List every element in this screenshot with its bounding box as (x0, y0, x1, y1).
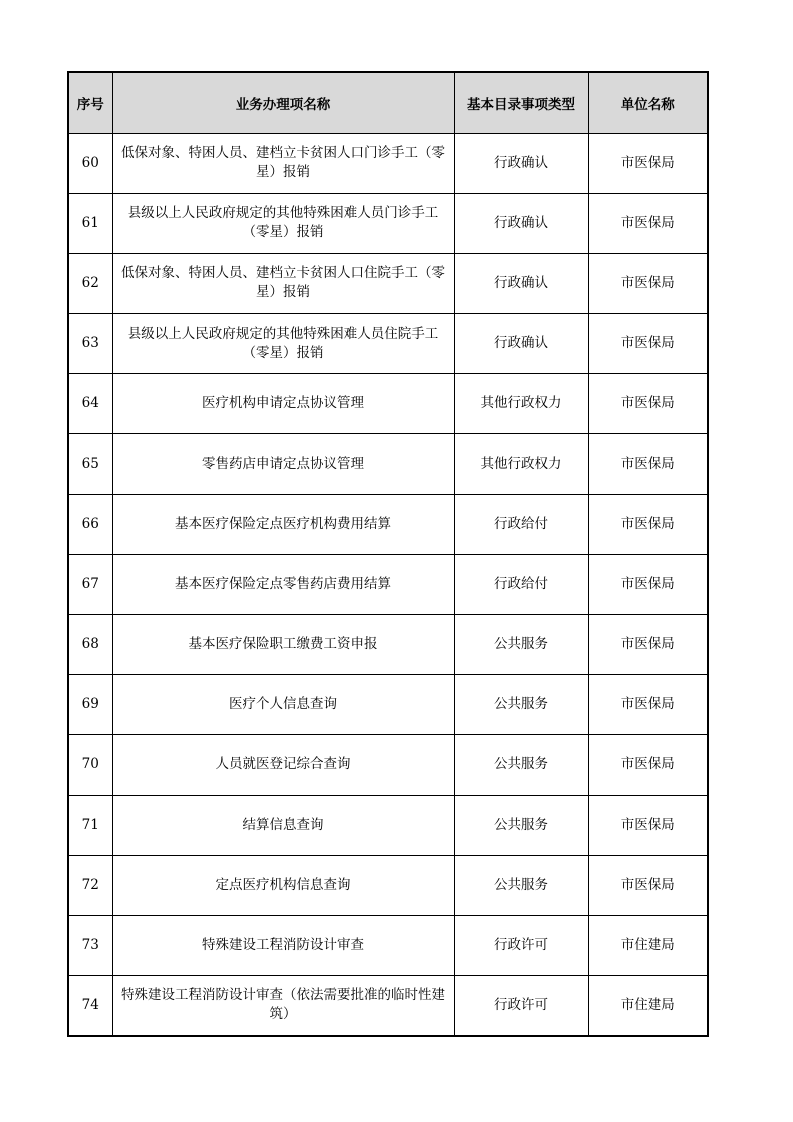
header-item-type: 基本目录事项类型 (454, 72, 588, 133)
row-item-type: 行政确认 (454, 253, 588, 313)
row-item-name: 县级以上人民政府规定的其他特殊困难人员门诊手工（零星）报销 (112, 193, 454, 253)
row-serial-number: 65 (68, 434, 112, 494)
row-item-type: 公共服务 (454, 735, 588, 795)
table-row (68, 554, 708, 614)
table-row (68, 915, 708, 975)
row-item-name: 低保对象、特困人员、建档立卡贫困人口住院手工（零星）报销 (112, 253, 454, 313)
table-row (68, 855, 708, 915)
row-item-type: 其他行政权力 (454, 374, 588, 434)
row-serial-number: 66 (68, 494, 112, 554)
row-serial-number: 68 (68, 615, 112, 675)
row-unit-name: 市医保局 (588, 735, 708, 795)
row-serial-number: 71 (68, 795, 112, 855)
row-item-type: 行政给付 (454, 554, 588, 614)
table-row (68, 615, 708, 675)
row-item-name: 基本医疗保险职工缴费工资申报 (112, 615, 454, 675)
row-item-type: 公共服务 (454, 675, 588, 735)
header-serial-number: 序号 (68, 72, 112, 133)
row-item-type: 行政确认 (454, 314, 588, 374)
row-serial-number: 61 (68, 193, 112, 253)
row-unit-name: 市住建局 (588, 915, 708, 975)
row-item-name: 零售药店申请定点协议管理 (112, 434, 454, 494)
row-serial-number: 72 (68, 855, 112, 915)
row-unit-name: 市医保局 (588, 855, 708, 915)
table-row (68, 374, 708, 434)
table-row (68, 976, 708, 1036)
row-serial-number: 62 (68, 253, 112, 313)
row-item-name: 定点医疗机构信息查询 (112, 855, 454, 915)
row-serial-number: 60 (68, 133, 112, 193)
row-serial-number: 74 (68, 976, 112, 1036)
row-item-name: 基本医疗保险定点医疗机构费用结算 (112, 494, 454, 554)
row-item-name: 低保对象、特困人员、建档立卡贫困人口门诊手工（零星）报销 (112, 133, 454, 193)
row-serial-number: 63 (68, 314, 112, 374)
row-item-name: 医疗机构申请定点协议管理 (112, 374, 454, 434)
row-unit-name: 市医保局 (588, 434, 708, 494)
row-item-name: 人员就医登记综合查询 (112, 735, 454, 795)
table-row (68, 434, 708, 494)
row-item-type: 行政许可 (454, 976, 588, 1036)
row-unit-name: 市医保局 (588, 133, 708, 193)
row-item-name: 特殊建设工程消防设计审查（依法需要批准的临时性建筑） (112, 976, 454, 1036)
table-row (68, 494, 708, 554)
row-serial-number: 69 (68, 675, 112, 735)
row-unit-name: 市医保局 (588, 253, 708, 313)
header-item-name: 业务办理项名称 (112, 72, 454, 133)
row-item-name: 结算信息查询 (112, 795, 454, 855)
row-item-type: 行政确认 (454, 133, 588, 193)
row-item-type: 其他行政权力 (454, 434, 588, 494)
row-item-name: 基本医疗保险定点零售药店费用结算 (112, 554, 454, 614)
row-unit-name: 市医保局 (588, 615, 708, 675)
table-row (68, 735, 708, 795)
table-row (68, 193, 708, 253)
row-unit-name: 市医保局 (588, 554, 708, 614)
row-unit-name: 市医保局 (588, 193, 708, 253)
business-items-table (67, 71, 709, 1037)
row-unit-name: 市医保局 (588, 374, 708, 434)
table-header-row (68, 72, 708, 133)
row-item-type: 行政给付 (454, 494, 588, 554)
row-item-type: 行政确认 (454, 193, 588, 253)
row-serial-number: 64 (68, 374, 112, 434)
row-item-type: 行政许可 (454, 915, 588, 975)
table-row (68, 314, 708, 374)
table-row (68, 675, 708, 735)
row-unit-name: 市住建局 (588, 976, 708, 1036)
table-row (68, 133, 708, 193)
row-serial-number: 67 (68, 554, 112, 614)
row-item-name: 特殊建设工程消防设计审查 (112, 915, 454, 975)
row-unit-name: 市医保局 (588, 494, 708, 554)
row-unit-name: 市医保局 (588, 675, 708, 735)
row-item-type: 公共服务 (454, 615, 588, 675)
row-item-name: 县级以上人民政府规定的其他特殊困难人员住院手工（零星）报销 (112, 314, 454, 374)
row-unit-name: 市医保局 (588, 795, 708, 855)
header-unit-name: 单位名称 (588, 72, 708, 133)
row-item-type: 公共服务 (454, 855, 588, 915)
row-item-type: 公共服务 (454, 795, 588, 855)
row-item-name: 医疗个人信息查询 (112, 675, 454, 735)
table-row (68, 253, 708, 313)
table-row (68, 795, 708, 855)
row-unit-name: 市医保局 (588, 314, 708, 374)
row-serial-number: 73 (68, 915, 112, 975)
row-serial-number: 70 (68, 735, 112, 795)
